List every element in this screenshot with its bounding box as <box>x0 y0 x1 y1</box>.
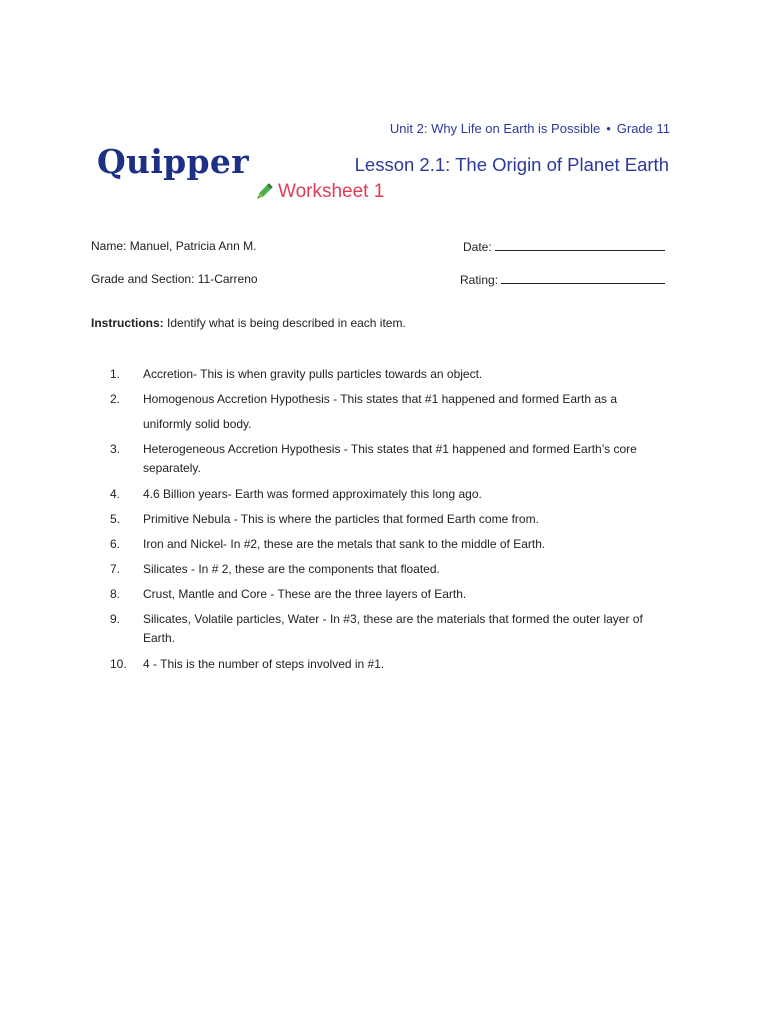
unit-header <box>390 121 670 136</box>
name-value: Manuel, Patricia Ann M. <box>129 239 257 253</box>
date-field <box>463 239 665 254</box>
date-blank <box>495 239 665 251</box>
lesson-title: Lesson 2.1: The Origin of Planet Earth <box>354 154 669 175</box>
item-text: Primitive Nebula - This is where the particles that formed Earth come from. <box>143 512 539 526</box>
worksheet-title: Worksheet 1 <box>278 181 385 202</box>
item-text: Homogenous Accretion Hypothesis - This states that #1 happened and formed Earth as a uniformly solid body. <box>143 392 618 431</box>
item-text: Silicates, Volatile particles, Water - In #3, these are the materials that formed the outer layer of Earth. <box>143 612 643 645</box>
item-text: Crust, Mantle and Core - These are the three layers of Earth. <box>143 587 467 601</box>
quipper-logo: Quipper <box>97 142 249 181</box>
item-number: 8. <box>110 587 121 601</box>
item-number: 3. <box>110 442 121 456</box>
unit-title: Unit 2: Why Life on Earth is Possible <box>389 121 601 136</box>
item-number: 7. <box>110 562 121 576</box>
item-number: 5. <box>110 512 121 526</box>
rating-blank <box>501 272 665 284</box>
instructions <box>91 316 406 330</box>
pencil-icon <box>253 181 275 203</box>
item-number: 4. <box>110 487 121 501</box>
item-number: 9. <box>110 612 121 626</box>
instructions-text: Identify what is being described in each item. <box>167 316 406 330</box>
item-text: Iron and Nickel- In #2, these are the metals that sank to the middle of Earth. <box>143 537 546 551</box>
date-label: Date: <box>463 240 492 254</box>
item-text: Accretion- This is when gravity pulls particles towards an object. <box>143 367 483 381</box>
bullet-separator: • <box>606 121 611 136</box>
name-label: Name: <box>91 239 127 253</box>
item-number: 1. <box>110 367 121 381</box>
grade-label: Grade 11 <box>616 121 670 136</box>
instructions-label: Instructions: <box>91 316 164 330</box>
item-text: 4.6 Billion years- Earth was formed approximately this long ago. <box>143 487 482 501</box>
item-number: 6. <box>110 537 121 551</box>
grade-section-value: 11-Carreno <box>197 272 258 286</box>
grade-section-field <box>91 272 258 286</box>
name-field <box>91 239 256 253</box>
rating-field <box>460 272 665 287</box>
item-text: 4 - This is the number of steps involved in #1. <box>143 657 385 671</box>
item-text: Heterogeneous Accretion Hypothesis - This states that #1 happened and formed Earth’s core separately. <box>143 442 637 475</box>
grade-section-label: Grade and Section: <box>91 272 195 286</box>
worksheet-heading <box>253 181 384 203</box>
item-number: 10. <box>110 657 127 671</box>
item-number: 2. <box>110 392 121 406</box>
rating-label: Rating: <box>460 273 499 287</box>
item-text: Silicates - In # 2, these are the components that floated. <box>143 562 440 576</box>
